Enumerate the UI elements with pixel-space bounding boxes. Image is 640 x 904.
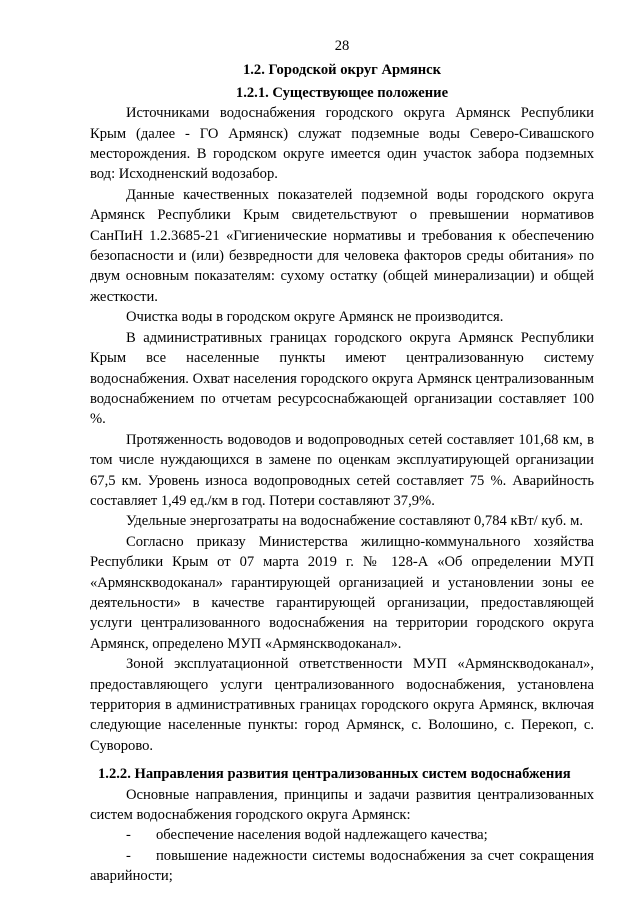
document-page: [90, 36, 594, 887]
list-item: [90, 846, 594, 887]
subsection-heading: 1.2.1. Существующее положение: [235, 84, 449, 101]
list-marker: -: [126, 847, 131, 864]
paragraph-responsibility-zone: Зоной эксплуатационной ответственности МУП «Армянскводоканал», предоставляющего услуги централизованного водоснабжения, установлена территория в административных границах городского округа Армянск, включая следующие населенные пункты: город Армянск, с. Волошино, с. Перекоп, с. Суворово.: [90, 656, 594, 754]
paragraph-order: Согласно приказу Министерства жилищно-коммунального хозяйства Республики Крым от 07 марта 2019 г. № 128-А «Об определении МУП «Армянскводоканал» гарантирующей организацией и установлении зоны ее деятельности» в качестве гарантирующей организации, предоставляющей услуги централизованного водоснабжения на территории городского округа Армянск, определено МУП «Армянскводоканал».: [90, 533, 594, 652]
subsection-heading-development: 1.2.2. Направления развития централизованных систем водоснабжения: [98, 766, 571, 783]
list-item-text: обеспечение населения водой надлежащего качества;: [156, 827, 488, 844]
paragraph-energy: Удельные энергозатраты на водоснабжение составляют 0,784 кВт/ куб. м.: [126, 513, 583, 530]
list-item-text: повышение надежности системы водоснабжения за счет сокращения аварийности;: [90, 847, 594, 885]
paragraph-water-treatment: Очистка воды в городском округе Армянск не производится.: [126, 309, 504, 326]
list-marker: -: [126, 827, 131, 844]
section-heading: 1.2. Городской округ Армянск: [242, 62, 442, 79]
list-item: [90, 825, 594, 845]
paragraph-intro: Основные направления, принципы и задачи развития централизованных систем водоснабжения городского округа Армянск:: [90, 786, 594, 824]
paragraph-water-quality: Данные качественных показателей подземной воды городского округа Армянск Республики Крым свидетельствуют о превышении нормативов СанПиН 1.2.3685-21 «Гигиенические нормативы и требования к обеспечению безопасности и (или) безвредности для человека факторов среды обитания» по двум основным показателям: сухому остатку (общей минерализации) и общей жесткости.: [90, 186, 594, 305]
paragraph-water-sources: Источниками водоснабжения городского округа Армянск Республики Крым (далее - ГО Армянск) служат подземные воды Северо-Сивашского месторождения. В городском округе имеется один участок забора подземных вод: Исходненский водозабор.: [90, 105, 594, 183]
page-number: 28: [334, 38, 350, 54]
paragraph-coverage: В административных границах городского округа Армянск Республики Крым все населенные пункты имеют централизованную систему водоснабжения. Охват населения городского округа Армянск централизованным водоснабжением по отчетам ресурсоснабжающей организации составляет 100 %.: [90, 329, 594, 428]
paragraph-network-length: Протяженность водоводов и водопроводных сетей составляет 101,68 км, в том числе нуждающихся в замене по оценкам эксплуатирующей организации 67,5 км. Уровень износа водопроводных сетей составляет 75 %. Аварийность составляет 1,49 ед./км в год. Потери составляют 37,9%.: [90, 431, 594, 509]
